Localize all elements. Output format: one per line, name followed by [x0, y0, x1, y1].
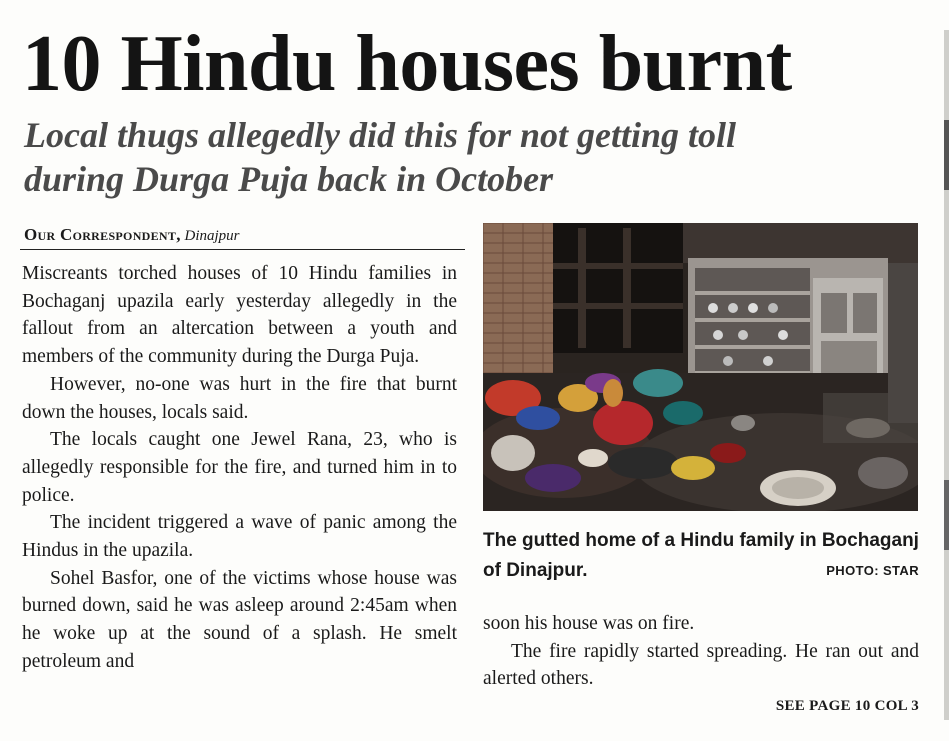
byline-name: Our Correspondent, — [24, 225, 181, 244]
paragraph: However, no-one was hurt in the fire that burnt down the houses, locals said. — [22, 373, 457, 423]
burnt-house-photo — [483, 223, 918, 511]
article-left-column — [22, 260, 457, 676]
byline — [24, 225, 240, 245]
paragraph: Miscreants torched houses of 10 Hindu families in Bochaganj upazila early yesterday allegedly in the fallout from an altercation between a youth and members of the community during the Durga Puja. — [22, 263, 457, 368]
paragraph: Sohel Basfor, one of the victims whose house was burned down, said he was asleep around 2:45am when he woke up at the sound of a splash. He smelt petroleum and — [22, 567, 457, 672]
paragraph: The incident triggered a wave of panic among the Hindus in the upazila. — [22, 512, 457, 562]
article-right-column — [483, 610, 919, 693]
subheadline: Local thugs allegedly did this for not getting toll during Durga Puja back in October — [24, 115, 737, 199]
continuation-note: SEE PAGE 10 COL 3 — [775, 698, 919, 714]
page-edge-mark — [944, 480, 949, 550]
paragraph: soon his house was on fire. — [483, 613, 695, 634]
photo-credit: PHOTO: STAR — [826, 563, 919, 578]
byline-rule — [20, 249, 465, 250]
paragraph: The locals caught one Jewel Rana, 23, who is allegedly responsible for the fire, and turned him in to police. — [22, 429, 457, 506]
headline: 10 Hindu houses burnt — [22, 20, 792, 108]
paragraph: The fire rapidly started spreading. He ran out and alerted others. — [483, 640, 919, 690]
photo-caption — [483, 526, 919, 586]
byline-place: Dinajpur — [184, 228, 240, 244]
page-edge-mark — [944, 120, 949, 190]
caption-text: The gutted home of a Hindu family in Bochaganj of Dinajpur. — [483, 530, 919, 581]
